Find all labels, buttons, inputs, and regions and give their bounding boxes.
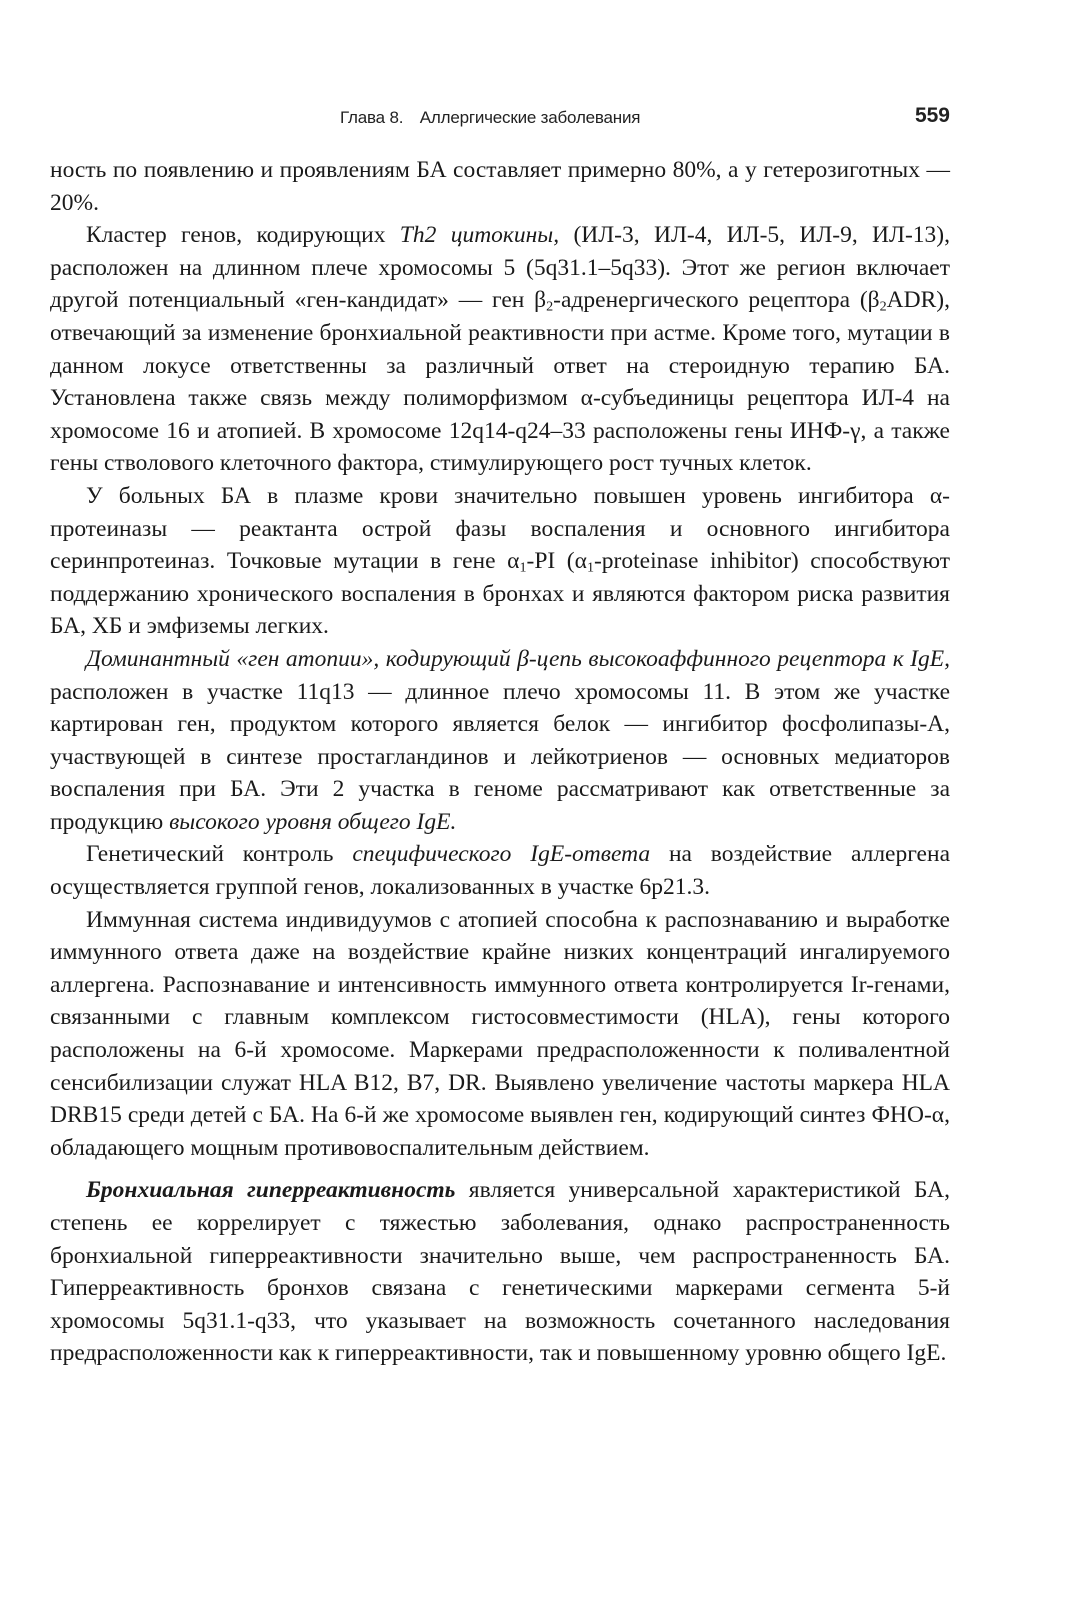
text-run: (ИЛ-3, ИЛ-4, ИЛ-5, ИЛ-9, ИЛ-13), расположен на длинном плече хромосомы 5 (5q31.1–5q33). Этот же регион включает другой потенциальный «ген-кандидат» — ген β (50, 222, 950, 314)
text-run: -proteinase inhibitor) способствуют поддержанию хронического воспаления в бронхах и являются фактором риска развития БА, ХБ и эмфиземы легких. (50, 548, 951, 640)
page-number: 559 (914, 104, 950, 127)
text-run: -адренергического рецептора (β (553, 287, 880, 314)
subscript: 1 (519, 559, 527, 576)
paragraph-ige-response (50, 838, 950, 903)
text-run: -PI (α (526, 548, 587, 575)
italic-term: высокого уровня общего IgE. (169, 808, 457, 835)
paragraph-atopy-gene (50, 643, 950, 839)
italic-term: Th2 цитокины, (399, 222, 560, 249)
chapter-number: Глава 8. (340, 108, 404, 127)
chapter-title: Аллергические заболевания (419, 108, 641, 127)
subscript: 1 (586, 559, 594, 576)
paragraph-text: ность по появлению и проявлениям БА составляет примерно 80%, а у гетерозиготных — 20%. (50, 157, 950, 216)
italic-term: специфического IgE-ответа (352, 841, 651, 868)
body-text (50, 154, 950, 1370)
italic-term: Доминантный «ген атопии», кодирующий β-цепь высокоаффинного рецептора к IgE, (86, 645, 950, 672)
text-run: ADR), отвечающий за изменение бронхиальной реактивности при астме. Кроме того, мутации в данном локусе ответственны за различный ответ на стероидную терапию БА. Установлена также связь между полиморфизмом α-субъединицы рецептора ИЛ-4 на хромосоме 16 и атопией. В хромосоме 12q14-q24–33 расположены гены ИНФ-γ, а также гены стволового клеточного фактора, стимулирующего рост тучных клеток. (50, 287, 950, 477)
text-run: на воздействие аллергена осуществляется группой генов, локализованных в участке 6p21.3. (50, 841, 950, 901)
text-run: является универсальной характеристикой БА, степень ее коррелирует с тяжестью заболевания, однако распространенность бронхиальной гиперреактивности значительно выше, чем распространенность БА. Гиперреактивность бронхов связана с генетическими маркерами сегмента 5-й хромосомы 5q31.1-q33, что указывает на возможность сочетанного наследования предрасположенности как к гиперреактивности, так и повышенному уровню общего IgE. (50, 1177, 950, 1367)
subscript: 2 (546, 298, 554, 315)
text-run: расположен в участке 11q13 — длинное плечо хромосомы 11. В этом же участке картирован ген, продуктом которого является белок — ингибитор фосфолипазы-А, участвующей в синтезе простагландинов и лейкотриенов — основных медиаторов воспаления при БА. Эти 2 участка в геноме рассматривают как ответственные за продукцию (50, 678, 950, 835)
subscript: 2 (879, 298, 887, 315)
text-run: Кластер генов, кодирующих (86, 222, 400, 249)
running-header (50, 104, 950, 134)
text-run: У больных БА в плазме крови значительно повышен уровень ингибитора α-протеиназы — реактанта острой фазы воспаления и основного ингибитора серинпротеиназ. Точковые мутации в гене α (50, 482, 950, 575)
running-title (340, 108, 640, 128)
bold-italic-term: Бронхиальная гиперреактивность (86, 1177, 456, 1204)
text-run: Генетический контроль (86, 841, 353, 868)
paragraph-continued (50, 154, 950, 219)
paragraph-th2-cluster (50, 219, 950, 480)
paragraph-text: Иммунная система индивидуумов с атопией способна к распознаванию и выработке иммунного ответа даже на воздействие крайне низких концентраций ингалируемого аллергена. Распознавание и интенсивность иммунного ответа контролируется Ir-генами, связанными с главным комплексом гистосовместимости (HLA), гены которого расположены на 6-й хромосоме. Маркерами предрасположенности к поливалентной сенсибилизации служат HLA B12, B7, DR. Выявлено увеличение частоты маркера HLA DRB15 среди детей с БА. На 6-й же хромосоме выявлен ген, кодирующий синтез ФНО-α, обладающего мощным противовоспалительным действием. (50, 906, 950, 1161)
book-page (50, 0, 950, 1600)
paragraph-immune-system (50, 904, 950, 1165)
paragraph-hyperreactivity (50, 1174, 950, 1370)
paragraph-proteinase (50, 480, 950, 643)
